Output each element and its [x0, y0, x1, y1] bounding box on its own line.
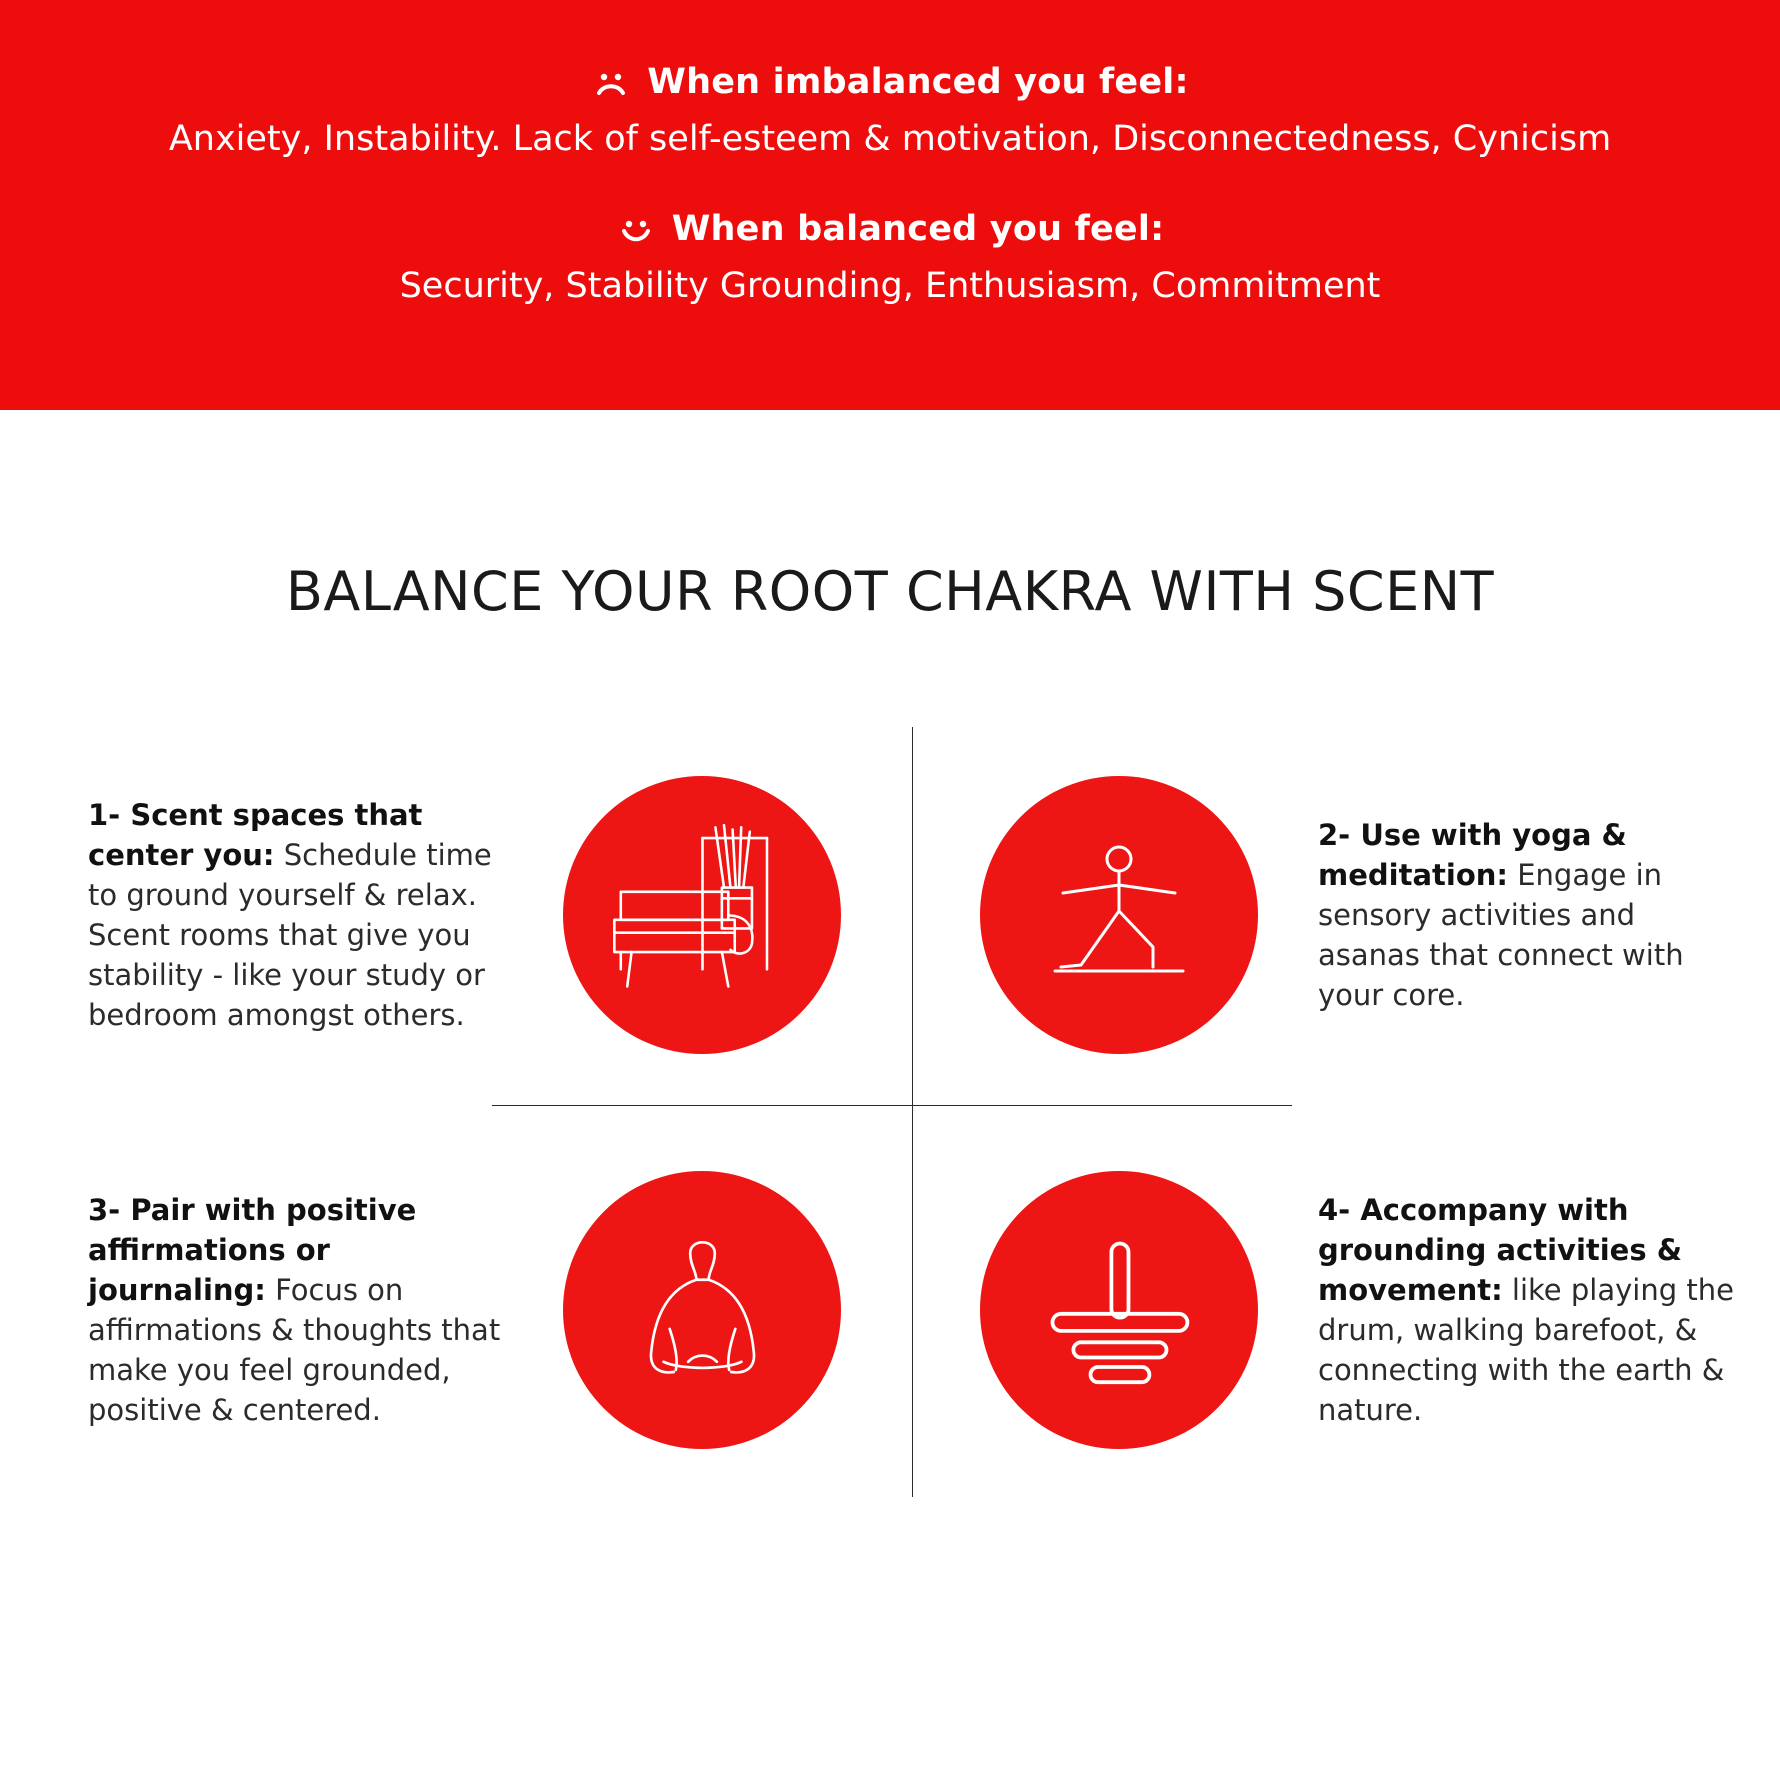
frowning-face-icon: [591, 66, 631, 106]
tips-grid: [0, 715, 1780, 1525]
tip-1-body: Schedule time to ground yourself & relax. Scent rooms that give you stability - like your study or bedroom amongst others.: [88, 837, 492, 1033]
tip-2-icon-circle: [980, 776, 1258, 1054]
feelings-banner: [0, 0, 1780, 410]
tip-1-number: 1-: [88, 797, 121, 832]
balanced-block: [0, 209, 1780, 310]
warrior-pose-yoga-icon: [1019, 815, 1219, 1015]
tip-3-lead: Pair with positive affirmations or journaling:: [88, 1192, 417, 1307]
balanced-text: Security, Stability Grounding, Enthusiasm, Commitment: [399, 266, 1381, 307]
tip-2-body: Engage in sensory activities and asanas that connect with your core.: [1318, 857, 1684, 1013]
tip-4-number: 4-: [1318, 1192, 1351, 1227]
tip-1-lead: Scent spaces that center you:: [88, 797, 423, 872]
tip-3-icon-circle: [563, 1171, 841, 1449]
seated-meditation-icon: [600, 1208, 805, 1413]
tip-4-icon-circle: [980, 1171, 1258, 1449]
earth-ground-symbol-icon: [1024, 1215, 1214, 1405]
tip-1-icon-circle: [563, 776, 841, 1054]
imbalanced-heading-text: When imbalanced you feel:: [647, 61, 1189, 102]
tip-3-number: 3-: [88, 1192, 121, 1227]
tip-4-lead: Accompany with grounding activities & movement:: [1318, 1192, 1683, 1307]
sofa-with-reed-diffuser-icon: [595, 808, 810, 1023]
imbalanced-text: Anxiety, Instability. Lack of self-esteem & motivation, Disconnectedness, Cynicism: [168, 119, 1612, 159]
tip-4: [912, 1115, 1767, 1505]
tip-3-body: Focus on affirmations & thoughts that make you feel grounded, positive & centered.: [88, 1272, 501, 1428]
imbalanced-heading-row: [0, 62, 1780, 102]
balanced-heading-row: [0, 209, 1780, 249]
tip-2-number: 2-: [1318, 817, 1351, 852]
tip-2: [912, 725, 1767, 1105]
balanced-heading-text: When balanced you feel:: [671, 209, 1165, 249]
tip-1-text: [88, 795, 508, 1035]
tip-1: [60, 725, 915, 1105]
tip-4-text: [1318, 1190, 1738, 1430]
tip-3: [60, 1115, 915, 1505]
page-title: BALANCE YOUR ROOT CHAKRA WITH SCENT: [285, 560, 1495, 623]
tip-2-text: [1318, 815, 1738, 1015]
tip-4-body: like playing the drum, walking barefoot, & connecting with the earth & nature.: [1318, 1272, 1734, 1428]
smiling-face-icon: [616, 213, 656, 253]
horizontal-divider: [492, 1105, 1292, 1106]
tip-2-lead: Use with yoga & meditation:: [1318, 817, 1627, 892]
tip-3-text: [88, 1190, 508, 1430]
